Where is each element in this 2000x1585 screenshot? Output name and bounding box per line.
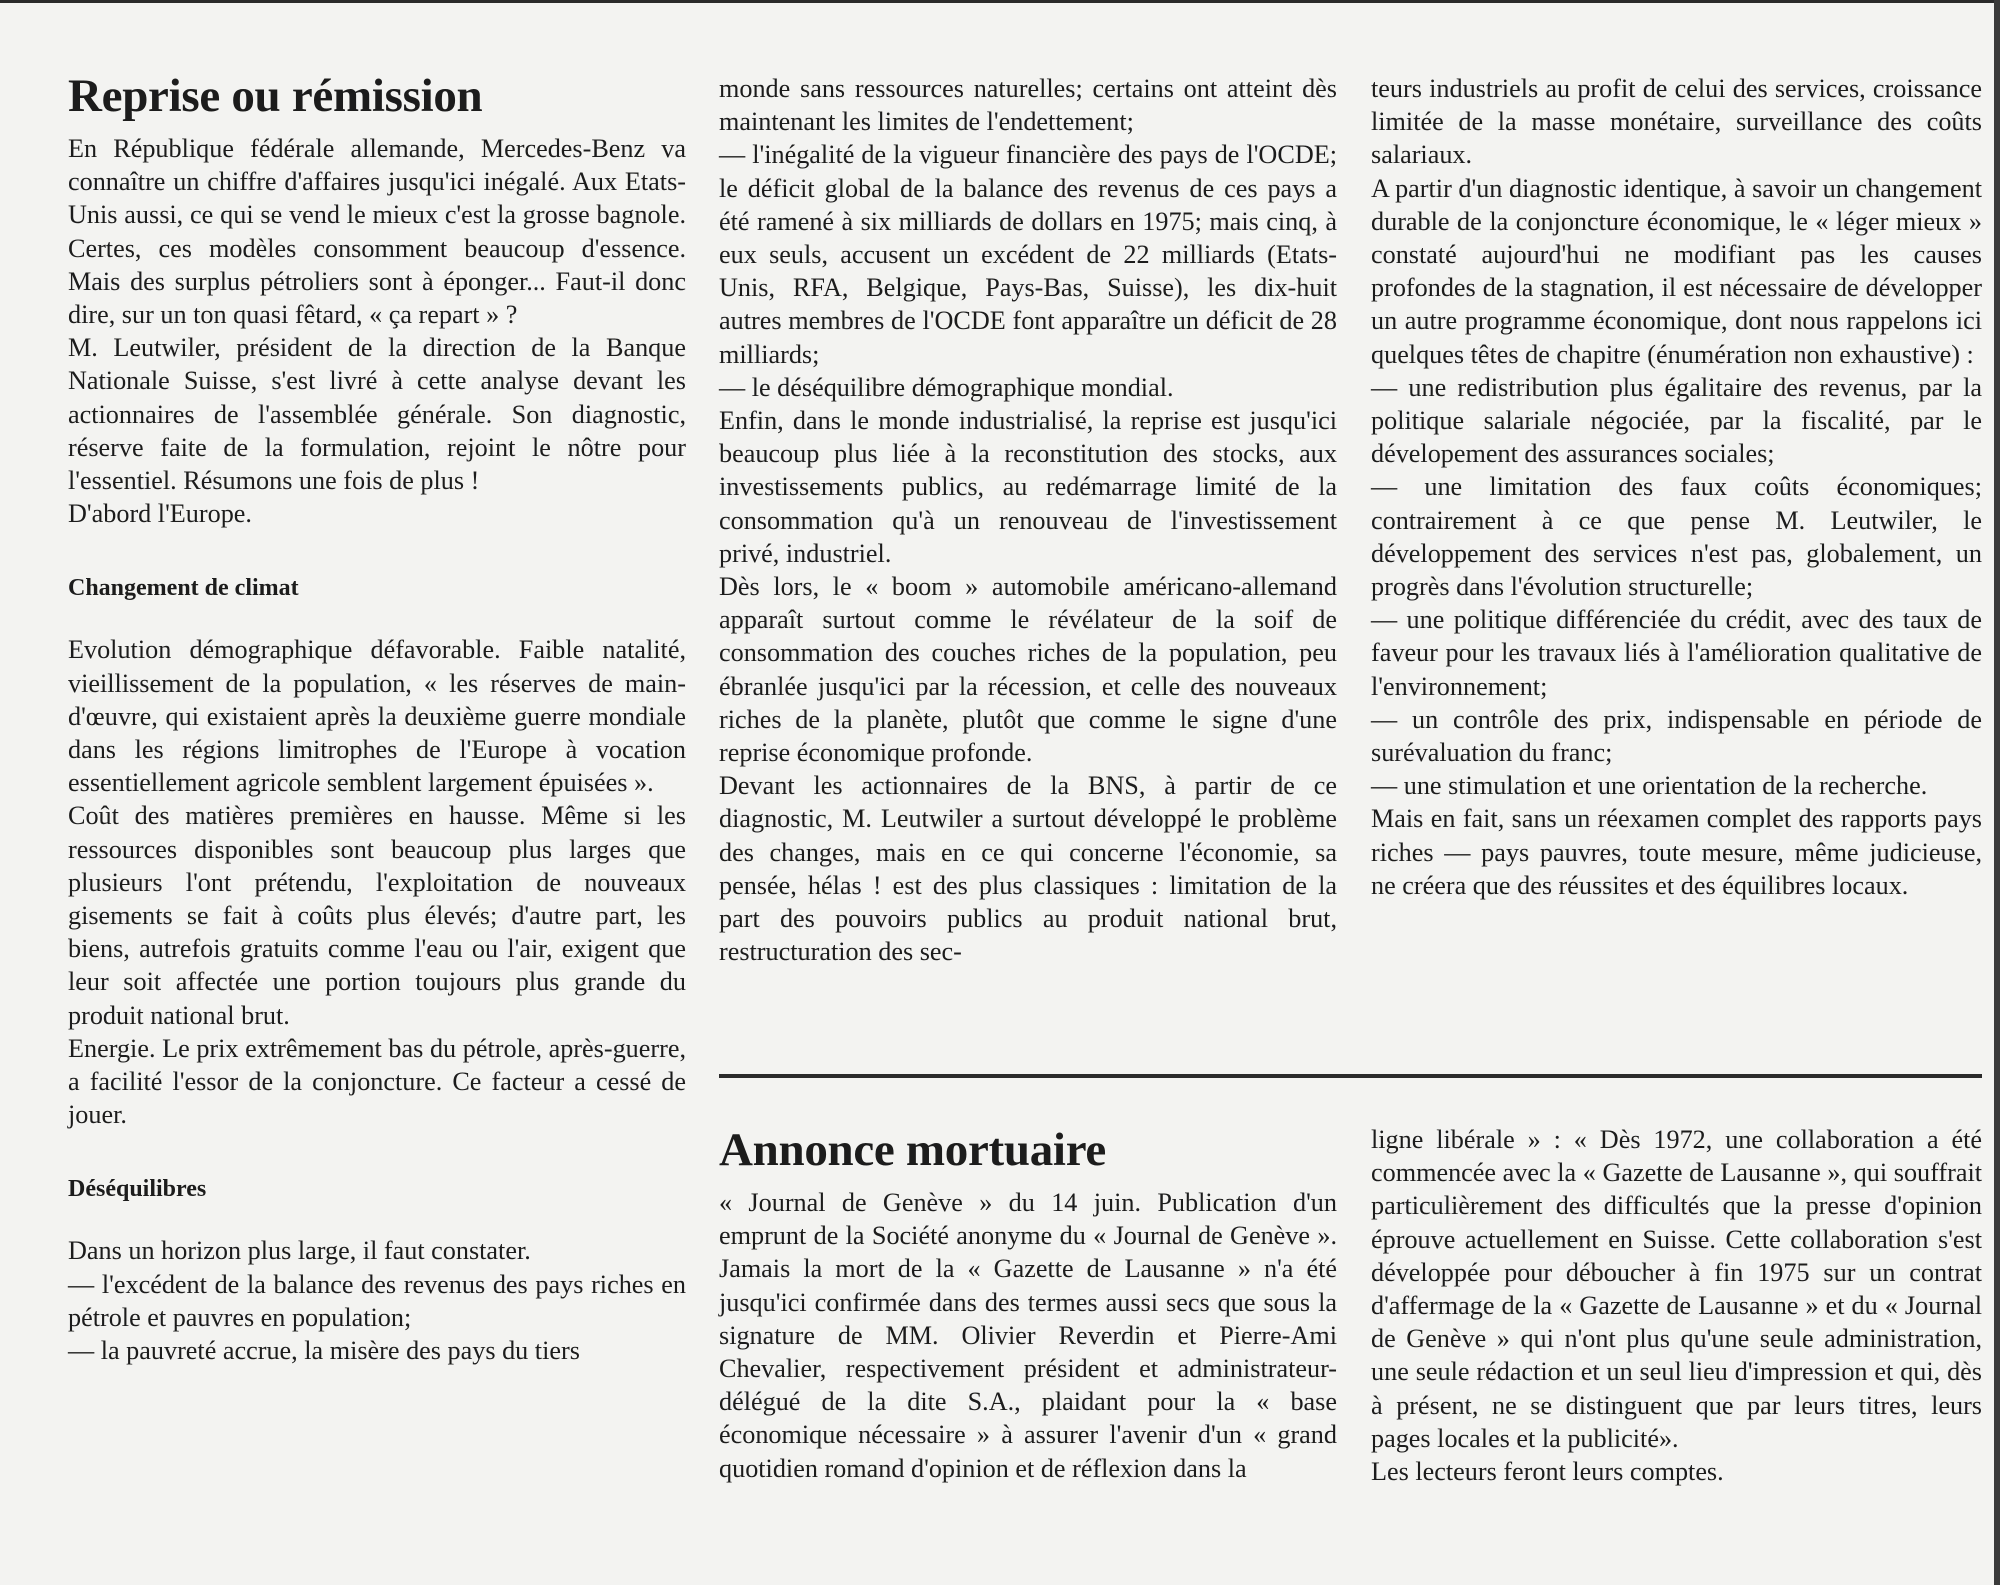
paragraph: — une stimulation et une orientation de la recherche. — [1371, 771, 1928, 801]
paragraph: — l'excédent de la balance des revenus des pays riches en pétrole et pauvres en population; — [68, 1269, 686, 1332]
paragraph: En République fédérale allemande, Mercedes-Benz va connaître un chiffre d'affaires jusqu'ici inégalé. Aux Etats-Unis aussi, ce qui se vend le mieux c'est la grosse bagnole. Certes, ces modèles consomment beaucoup d'essence. Mais des surplus pétroliers sont à éponger... Faut-il donc dire, sur un ton quasi fêtard, « ça repart » ? — [68, 134, 686, 330]
page-top-edge — [0, 0, 2000, 3]
article2-column-1 — [719, 1122, 1337, 1485]
article1-column-3 — [1371, 72, 1982, 902]
paragraph: — un contrôle des prix, indispensable en période de surévaluation du franc; — [1371, 704, 1982, 768]
article1-title: Reprise ou rémission — [68, 70, 483, 122]
paragraph: — la pauvreté accrue, la misère des pays du tiers — [68, 1336, 580, 1366]
paragraph: Enfin, dans le monde industrialisé, la reprise est jusqu'ici beaucoup plus liée à la reconstitution des stocks, aux investissements publics, au redémarrage limité de la consommation qu'à un renouveau de l'investissement privé, industriel. — [719, 406, 1337, 568]
paragraph: — l'inégalité de la vigueur financière des pays de l'OCDE; le déficit global de la balance des revenus de ces pays a été ramené à six milliards de dollars en 1975; mais cinq, à eux seuls, accusent un excédent de 22 milliards (Etats-Unis, RFA, Belgique, Pays-Bas, Suisse), les dix-huit autres membres de l'OCDE font apparaître un déficit de 28 milliards; — [719, 140, 1337, 369]
article2-column-2 — [1371, 1123, 1982, 1488]
paragraph: monde sans ressources naturelles; certains ont atteint dès maintenant les limites de l'endettement; — [719, 74, 1337, 137]
article2-title: Annonce mortuaire — [719, 1124, 1106, 1176]
paragraph: Energie. Le prix extrêmement bas du pétrole, après-guerre, a facilité l'essor de la conjoncture. Ce facteur a cessé de jouer. — [68, 1033, 686, 1130]
article1-column-1 — [68, 68, 686, 1367]
paragraph: Devant les actionnaires de la BNS, à partir de ce diagnostic, M. Leutwiler a surtout développé le problème des changes, mais en ce qui concerne l'économie, sa pensée, hélas ! est des plus classiques : limitation de la part des pouvoirs publics au produit national brut, restructuration des sec- — [719, 771, 1337, 967]
paragraph: Dans un horizon plus large, il faut constater. — [68, 1236, 531, 1266]
paragraph: — une limitation des faux coûts économiques; contrairement à ce que pense M. Leutwiler, le développement des services n'est pas, globalement, un progrès dans l'évolution structurelle; — [1371, 472, 1982, 602]
paragraph: M. Leutwiler, président de la direction de la Banque Nationale Suisse, s'est livré à cette analyse devant les actionnaires de l'assemblée générale. Son diagnostic, réserve faite de la formulation, rejoint le nôtre pour l'essentiel. Résumons une fois de plus ! — [68, 333, 686, 496]
paragraph: — une politique différenciée du crédit, avec des taux de faveur pour les travaux liés à l'amélioration qualitative de l'environnement; — [1371, 605, 1982, 701]
paragraph: Les lecteurs feront leurs comptes. — [1371, 1457, 1724, 1487]
subheading-desequilibres: Déséquilibres — [68, 1176, 207, 1203]
paragraph: « Journal de Genève » du 14 juin. Publication d'un emprunt de la Société anonyme du « Journal de Genève ». Jamais la mort de la « Gazette de Lausanne » n'a été jusqu'ici confirmée dans des termes aussi secs que sous la signature de MM. Olivier Reverdin et Pierre-Ami Chevalier, respectivement président et administrateur-délégué de la dite S.A., plaidant pour la « base économique nécessaire » à assurer l'avenir d'un « grand quotidien romand d'opinion et de réflexion dans la — [719, 1188, 1337, 1483]
article1-column-2 — [719, 72, 1337, 968]
paragraph: teurs industriels au profit de celui des services, croissance limitée de la masse monétaire, surveillance des coûts salariaux. — [1371, 74, 1982, 170]
subheading-changement-de-climat: Changement de climat — [68, 575, 299, 602]
page-right-edge — [1994, 0, 2000, 1585]
paragraph: — une redistribution plus égalitaire des revenus, par la politique salariale négociée, par la fiscalité, par le dévelopement des assurances sociales; — [1371, 372, 1982, 469]
spacer — [68, 1131, 686, 1173]
paragraph: A partir d'un diagnostic identique, à savoir un changement durable de la conjoncture économique, le « léger mieux » constaté aujourd'hui ne modifiant pas les causes profondes de la stagnation, il est nécessaire de développer un autre programme économique, dont nous rappelons ici quelques têtes de chapitre (énumération non exhaustive) : — [1371, 173, 1982, 369]
paragraph: Dès lors, le « boom » automobile américano-allemand apparaît surtout comme le révélateur de la soif de consommation des couches riches de la population, peu ébranlée jusqu'ici par la récession, et celle des nouveaux riches de la planète, plutôt que comme le signe d'une reprise économique profonde. — [719, 572, 1337, 768]
paragraph: — le déséquilibre démographique mondial. — [719, 372, 1174, 402]
spacer — [68, 1205, 686, 1234]
paragraph: ligne libérale » : « Dès 1972, une collaboration a été commencée avec la « Gazette de Lausanne », qui souffrait particulièrement des difficultés que la presse d'opinion éprouve actuellement en Suisse. Cette collaboration s'est développée pour déboucher à fin 1975 sur un contrat d'affermage de la « Gazette de Lausanne » et du « Journal de Genève » qui n'ont plus qu'une seule administration, une seule rédaction et un seul lieu d'impression et qui, dès à présent, ne se distinguent que par leurs titres, leurs pages locales et la publicité». — [1371, 1125, 1982, 1453]
paragraph: Mais en fait, sans un réexamen complet des rapports pays riches — pays pauvres, toute mesure, même judicieuse, ne créera que des réussites et des équilibres locaux. — [1371, 804, 1982, 900]
paragraph: Coût des matières premières en hausse. Même si les ressources disponibles sont beaucoup plus larges que plusieurs l'ont prétendu, l'exploitation de nouveaux gisements se fait à coûts plus élevés; d'autre part, les biens, autrefois gratuits comme l'eau ou l'air, exigent que leur soit affectée une portion toujours plus grande du produit national brut. — [68, 801, 686, 1030]
spacer — [68, 530, 686, 572]
paragraph: D'abord l'Europe. — [68, 499, 252, 529]
article-divider-rule — [719, 1074, 1982, 1078]
paragraph: Evolution démographique défavorable. Faible natalité, vieillissement de la population, « les réserves de main-d'œuvre, qui existaient après la deuxième guerre mondiale dans les régions limitrophes de l'Europe à vocation essentiellement agricole semblent largement épuisées ». — [68, 635, 686, 798]
spacer — [68, 604, 686, 633]
